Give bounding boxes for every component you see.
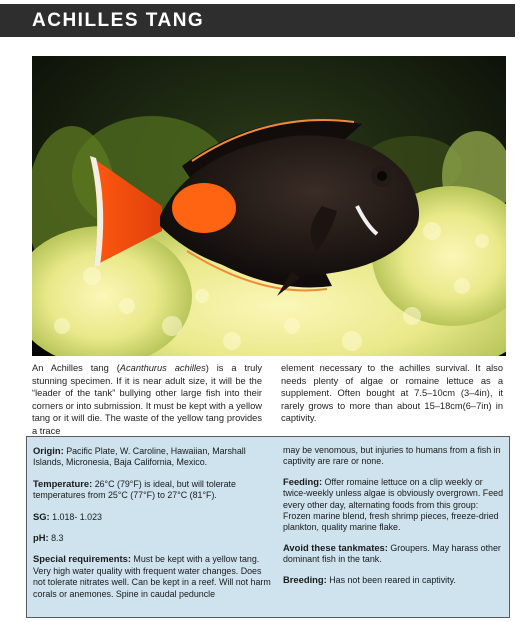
title-bar — [0, 4, 515, 37]
fish-photo — [32, 56, 506, 356]
fact-temperature: Temperature: 26°C (79°F) is ideal, but will tolerate temperatures from 25°C (77°F) to 27°C (81°F). — [33, 477, 236, 501]
fact-column-left — [33, 445, 273, 609]
fact-special-continued: may be venomous, but injuries to humans from a fish in captivity are rare or none. — [283, 445, 501, 467]
fact-special-requirements: Special requirements: Must be kept with a yellow tang. Very high water quality with frequent water changes. Does not tolerate nitrates well. Can be kept in a reef. Will not harm corals or anemones. Spine in caudal peduncle — [33, 553, 271, 599]
intro-text-right: element necessary to the achilles survival. It also needs plenty of algae or romaine lettuce as a supplement. Often bought at 7.5–10cm (3–4in), it rarely grows to more than about 15–18cm(6–7in) in captivity. — [281, 363, 503, 424]
fact-sg: SG: 1.018- 1.023 — [33, 510, 102, 522]
fact-feeding: Feeding: Offer romaine lettuce on a clip weekly or twice-weekly unless algae is obviously overgrown. Feed every other day, alternating foods from this group: Frozen marine blend, fresh shrimp pieces, freeze-dried plankton, quality marine flake. — [283, 475, 504, 533]
scientific-name: Acanthurus achilles — [119, 363, 206, 373]
fact-column-right — [283, 445, 507, 594]
fish-illustration — [32, 56, 506, 356]
fact-box — [26, 436, 510, 618]
fact-ph: pH: 8.3 — [33, 532, 64, 544]
intro-text-left: An Achilles tang (Acanthurus achilles) is a truly stunning specimen. If it is near adult size, it will be the “leader of the tank” bullying other large fish into their corners or into submission. It must be kept with a yellow tang or it will die. The waste of the yellow tang provides a trace — [32, 363, 262, 436]
page-title: ACHILLES TANG — [32, 10, 205, 31]
fact-avoid-tankmates: Avoid these tankmates: Groupers. May harass other dominant fish in the tank. — [283, 541, 501, 565]
fact-breeding: Breeding: Has not been reared in captivity. — [283, 573, 456, 585]
fact-origin: Origin: Pacific Plate, W. Caroline, Hawaiian, Marshall Islands, Micronesia, Baja California, Mexico. — [33, 445, 246, 468]
